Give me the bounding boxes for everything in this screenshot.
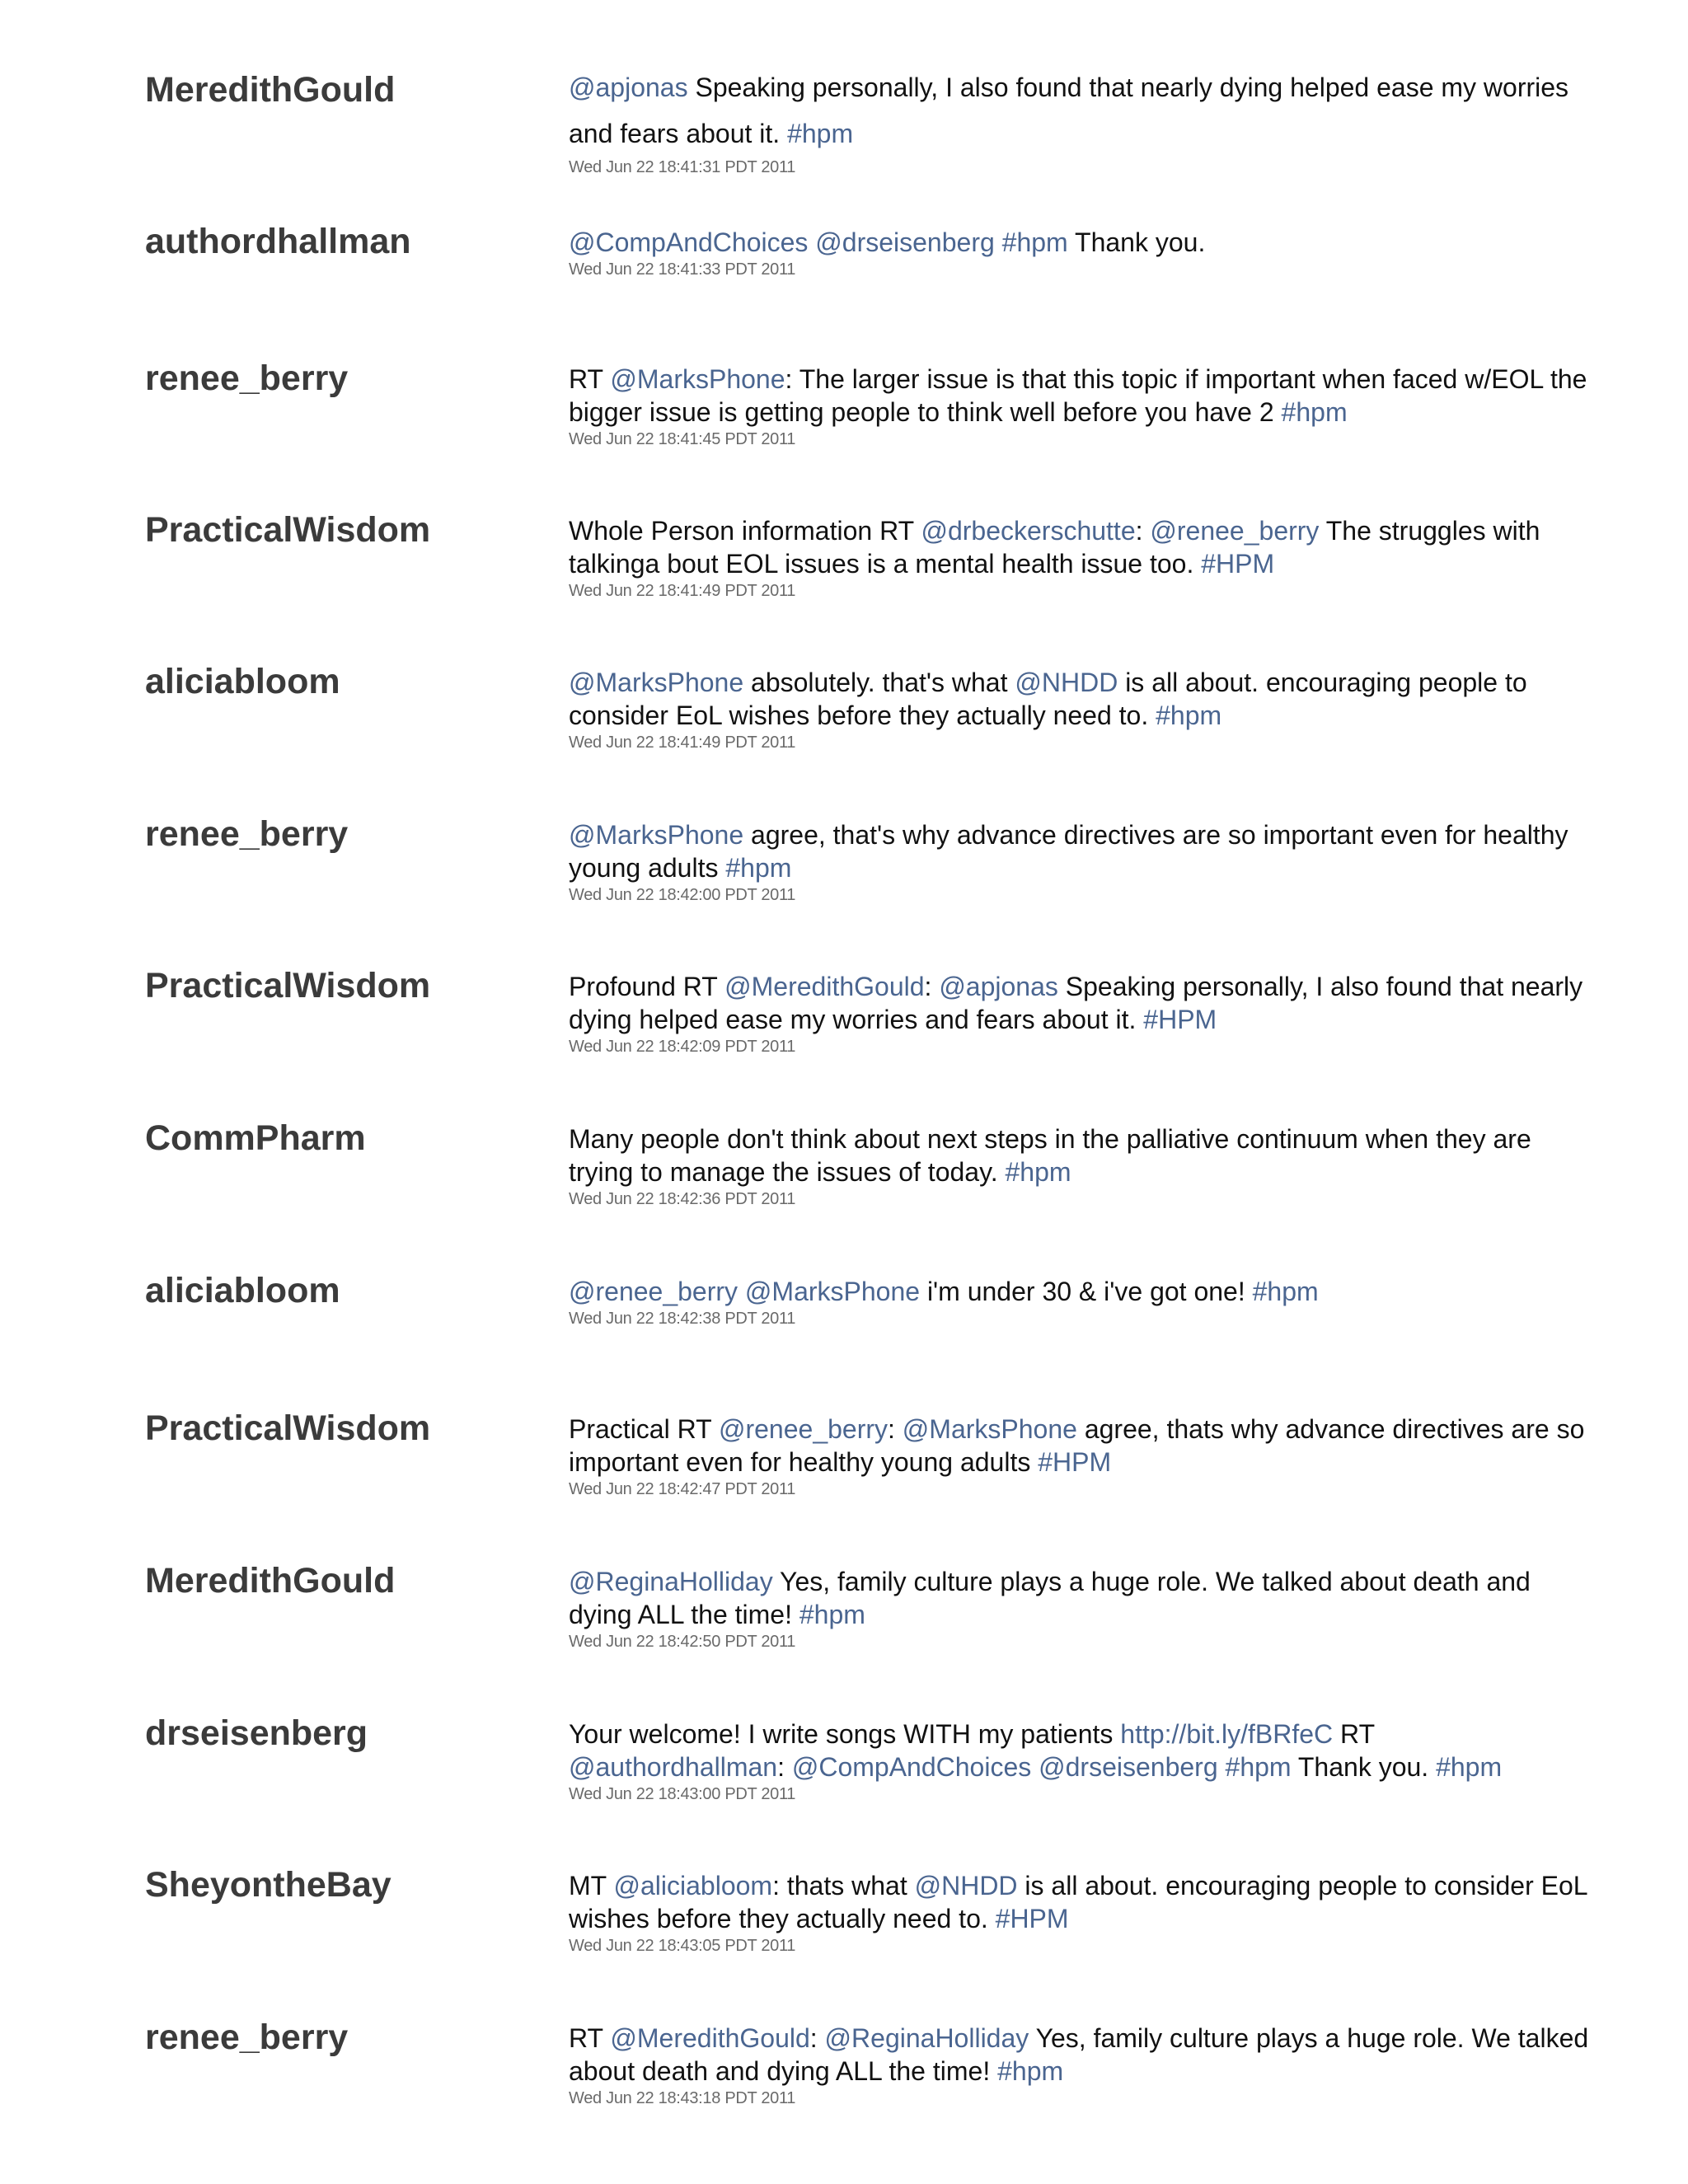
tweet-content (569, 64, 1591, 178)
tweet-text-segment: : (888, 1414, 903, 1444)
mention-link[interactable]: @MeredithGould (610, 2023, 810, 2053)
tweet-text-segment: : The larger issue is that this topic if important when faced w/EOL the bigger issue is getting people to think well before you have 2 (569, 364, 1587, 427)
hashtag-link[interactable]: #hpm (1001, 227, 1068, 257)
hashtag-link[interactable]: #hpm (997, 2056, 1064, 2086)
tweet-text-segment: Practical RT (569, 1414, 719, 1444)
tweet-text-segment: Your welcome! I write songs WITH my patients (569, 1719, 1121, 1749)
mention-link[interactable]: @CompAndChoices (569, 227, 809, 257)
tweet-text-segment: agree, that's why advance directives are so important even for healthy young adults (569, 820, 1568, 883)
tweet-text-segment: Many people don't think about next steps in the palliative continuum when they are trying to manage the issues of today. (569, 1124, 1531, 1187)
hashtag-link[interactable]: #hpm (1156, 701, 1222, 730)
tweet-username[interactable]: SheyontheBay (145, 1865, 392, 1905)
mention-link[interactable]: @aliciabloom (613, 1871, 773, 1900)
tweet-username[interactable]: MeredithGould (145, 70, 396, 110)
tweet-text (569, 363, 1591, 429)
tweet-content (569, 970, 1591, 1057)
tweet-timestamp: Wed Jun 22 18:41:31 PDT 2011 (569, 158, 796, 176)
mention-link[interactable]: @ReginaHolliday (569, 1567, 773, 1596)
mention-link[interactable]: @drbeckerschutte (921, 516, 1136, 546)
tweet-row (0, 968, 1688, 1120)
hashtag-link[interactable]: #HPM (1038, 1447, 1112, 1477)
hashtag-link[interactable]: #HPM (1201, 549, 1275, 579)
tweet-text-segment: RT (1333, 1719, 1375, 1749)
mention-link[interactable]: @drseisenberg (815, 227, 995, 257)
tweet-timestamp: Wed Jun 22 18:42:00 PDT 2011 (569, 886, 796, 904)
tweet-timestamp: Wed Jun 22 18:42:38 PDT 2011 (569, 1310, 796, 1328)
tweet-text (569, 226, 1591, 259)
tweet-row (0, 224, 1688, 376)
tweet-content (569, 514, 1591, 602)
tweet-timestamp: Wed Jun 22 18:43:05 PDT 2011 (569, 1937, 796, 1955)
tweet-row (0, 1865, 1688, 2019)
hashtag-link[interactable]: #HPM (995, 1904, 1069, 1933)
tweet-text-segment: RT (569, 364, 611, 394)
hashtag-link[interactable]: #hpm (1225, 1752, 1292, 1782)
tweet-content (569, 226, 1591, 280)
hashtag-link[interactable]: #hpm (799, 1600, 865, 1629)
tweet-row (0, 1408, 1688, 1563)
tweet-text-segment: is all about. encouraging people to consider EoL wishes before they actually need to. (569, 668, 1527, 730)
tweet-username[interactable]: PracticalWisdom (145, 1408, 431, 1448)
tweet-username[interactable]: renee_berry (145, 2018, 349, 2057)
mention-link[interactable]: @MarksPhone (569, 668, 744, 697)
tweet-username[interactable]: CommPharm (145, 1118, 366, 1158)
mention-link[interactable]: @apjonas (939, 972, 1058, 1001)
mention-link[interactable]: @MarksPhone (569, 820, 744, 850)
tweet-timestamp: Wed Jun 22 18:41:49 PDT 2011 (569, 733, 796, 752)
tweet-text (569, 1718, 1591, 1783)
tweet-text-segment: : (777, 1752, 792, 1782)
tweet-timestamp: Wed Jun 22 18:42:47 PDT 2011 (569, 1480, 796, 1498)
tweet-timestamp: Wed Jun 22 18:41:33 PDT 2011 (569, 260, 796, 279)
url-link[interactable]: http://bit.ly/fBRfeC (1120, 1719, 1334, 1749)
tweet-text-segment: RT (569, 2023, 611, 2053)
mention-link[interactable]: @CompAndChoices (791, 1752, 1032, 1782)
tweet-content (569, 666, 1591, 753)
tweet-username[interactable]: renee_berry (145, 359, 349, 398)
hashtag-link[interactable]: #hpm (1436, 1752, 1503, 1782)
tweet-content (569, 1122, 1591, 1210)
tweet-content (569, 1565, 1591, 1652)
tweet-row (0, 1118, 1688, 1272)
hashtag-link[interactable]: #HPM (1143, 1005, 1217, 1034)
tweet-username[interactable]: MeredithGould (145, 1561, 396, 1601)
tweet-row (0, 70, 1688, 224)
tweet-username[interactable]: drseisenberg (145, 1713, 368, 1753)
mention-link[interactable]: @renee_berry (1150, 516, 1320, 546)
tweet-row (0, 361, 1688, 513)
tweet-content (569, 1413, 1591, 1500)
tweet-timestamp: Wed Jun 22 18:43:00 PDT 2011 (569, 1785, 796, 1803)
tweet-row (0, 1563, 1688, 1715)
tweet-timestamp: Wed Jun 22 18:41:45 PDT 2011 (569, 430, 796, 448)
tweet-row (0, 510, 1688, 664)
tweet-username[interactable]: renee_berry (145, 814, 349, 854)
tweet-text-segment: absolutely. that's what (743, 668, 1015, 697)
tweet-text (569, 1869, 1591, 1935)
tweet-text (569, 666, 1591, 732)
tweet-content (569, 1275, 1591, 1329)
mention-link[interactable]: @drseisenberg (1039, 1752, 1218, 1782)
tweet-content (569, 363, 1591, 450)
mention-link[interactable]: @apjonas (569, 73, 688, 102)
tweet-username[interactable]: PracticalWisdom (145, 966, 431, 1005)
tweet-text-segment: Speaking personally, I also found that nearly dying helped ease my worries and fears about it. (569, 972, 1583, 1034)
hashtag-link[interactable]: #hpm (787, 119, 854, 148)
tweet-text-segment (808, 227, 815, 257)
tweet-text-segment: Yes, family culture plays a huge role. We talked about death and dying ALL the time! (569, 2023, 1589, 2086)
tweet-text-segment: : (809, 2023, 825, 2053)
tweet-text-segment (1031, 1752, 1039, 1782)
tweet-text-segment (1218, 1752, 1226, 1782)
tweet-text-segment (995, 227, 1002, 257)
mention-link[interactable]: @authordhallman (569, 1752, 778, 1782)
tweet-row (0, 2020, 1688, 2172)
mention-link[interactable]: @MeredithGould (724, 972, 925, 1001)
tweet-text (569, 514, 1591, 580)
tweet-username[interactable]: aliciabloom (145, 1271, 340, 1310)
tweet-timestamp: Wed Jun 22 18:43:18 PDT 2011 (569, 2089, 796, 2107)
tweet-text (569, 64, 1591, 157)
tweet-text-segment: Thank you. (1291, 1752, 1437, 1782)
tweet-text-segment: agree, thats why advance directives are so important even for healthy young adults (569, 1414, 1585, 1477)
mention-link[interactable]: @NHDD (914, 1871, 1018, 1900)
tweet-text-segment (738, 1277, 745, 1306)
tweet-row (0, 814, 1688, 968)
tweet-text-segment: : (924, 972, 940, 1001)
tweet-text (569, 1413, 1591, 1479)
tweet-username[interactable]: PracticalWisdom (145, 510, 431, 550)
tweet-text-segment: i'm under 30 & i've got one! (920, 1277, 1253, 1306)
tweet-content (569, 2022, 1591, 2109)
tweet-content (569, 1869, 1591, 1957)
tweet-timestamp: Wed Jun 22 18:42:09 PDT 2011 (569, 1038, 796, 1056)
tweet-text-segment: MT (569, 1871, 614, 1900)
tweet-text-segment: is all about. encouraging people to consider EoL wishes before they actually need to. (569, 1871, 1587, 1933)
hashtag-link[interactable]: #hpm (1005, 1157, 1071, 1187)
tweet-content (569, 1718, 1591, 1805)
hashtag-link[interactable]: #hpm (1281, 397, 1348, 427)
tweet-username[interactable]: authordhallman (145, 222, 411, 261)
tweet-text-segment: : thats what (772, 1871, 915, 1900)
tweet-text (569, 1122, 1591, 1188)
tweet-text-segment: : (1135, 516, 1151, 546)
tweet-text-segment: Profound RT (569, 972, 725, 1001)
tweet-content (569, 818, 1591, 906)
mention-link[interactable]: @renee_berry (718, 1414, 889, 1444)
mention-link[interactable]: @MarksPhone (610, 364, 785, 394)
tweet-timestamp: Wed Jun 22 18:41:49 PDT 2011 (569, 582, 796, 600)
mention-link[interactable]: @MarksPhone (902, 1414, 1077, 1444)
tweet-text-segment: Yes, family culture plays a huge role. We talked about death and dying ALL the time! (569, 1567, 1531, 1629)
tweet-text (569, 1275, 1591, 1308)
tweet-text-segment: The struggles with talkinga bout EOL issues is a mental health issue too. (569, 516, 1540, 579)
tweet-text (569, 1565, 1591, 1631)
tweet-text-segment: Thank you. (1067, 227, 1206, 257)
tweet-text (569, 970, 1591, 1036)
tweet-text-segment: Whole Person information RT (569, 516, 921, 546)
hashtag-link[interactable]: #hpm (725, 853, 792, 883)
mention-link[interactable]: @NHDD (1015, 668, 1118, 697)
tweet-text-segment: Speaking personally, I also found that nearly dying helped ease my worries and fears about it. (569, 73, 1569, 148)
tweet-text (569, 818, 1591, 884)
tweet-row (0, 1273, 1688, 1425)
tweet-text (569, 2022, 1591, 2088)
mention-link[interactable]: @MarksPhone (744, 1277, 921, 1306)
tweet-row (0, 664, 1688, 816)
tweet-timestamp: Wed Jun 22 18:42:50 PDT 2011 (569, 1633, 796, 1651)
mention-link[interactable]: @ReginaHolliday (824, 2023, 1029, 2053)
mention-link[interactable]: @renee_berry (569, 1277, 738, 1306)
hashtag-link[interactable]: #hpm (1252, 1277, 1319, 1306)
tweet-row (0, 1713, 1688, 1868)
tweet-timestamp: Wed Jun 22 18:42:36 PDT 2011 (569, 1190, 796, 1208)
tweet-username[interactable]: aliciabloom (145, 662, 340, 701)
